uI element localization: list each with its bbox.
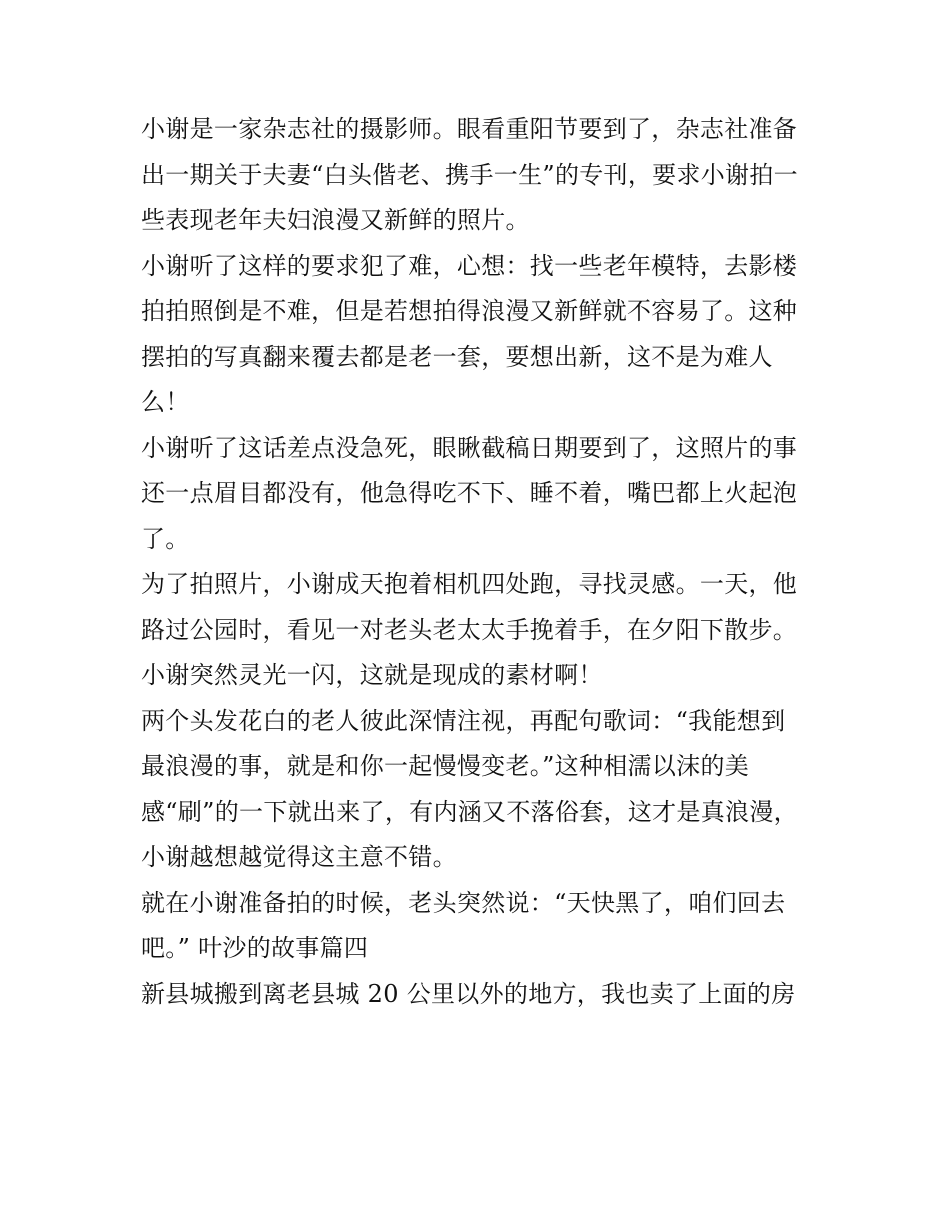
text-line: 小谢越想越觉得这主意不错。: [141, 843, 457, 871]
text-line: 最浪漫的事，就是和你一起慢慢变老。”这种相濡以沫的美: [141, 752, 750, 780]
text-line: 小谢突然灵光一闪，这就是现成的素材啊！: [141, 661, 603, 689]
text-line: 拍拍照倒是不难，但是若想拍得浪漫又新鲜就不容易了。这种: [141, 297, 798, 325]
text-line: 小谢是一家杂志社的摄影师。眼看重阳节要到了，杂志社准备: [141, 115, 798, 143]
text-line: 摆拍的写真翻来覆去都是老一套，要想出新，这不是为难人: [141, 342, 773, 371]
text-line: 就在小谢准备拍的时候，老头突然说：“天快黑了，咱们回去: [141, 888, 786, 917]
text-line: 感“刷”的一下就出来了，有内涵又不落俗套，这才是真浪漫，: [141, 797, 798, 826]
text-line: 新县城搬到离老县城 20 公里以外的地方，我也卖了上面的房: [141, 979, 796, 1008]
text-line: 了。: [141, 524, 190, 553]
text-line: 路过公园时，看见一对老头老太太手挽着手，在夕阳下散步。: [141, 615, 798, 644]
text-line: 小谢听了这样的要求犯了难，心想：找一些老年模特，去影楼: [141, 251, 798, 280]
text-line: 为了拍照片，小谢成天抱着相机四处跑，寻找灵感。一天，他: [141, 570, 798, 598]
text-line: 些表现老年夫妇浪漫又新鲜的照片。: [141, 206, 530, 234]
text-line: 还一点眉目都没有，他急得吃不下、睡不着，嘴巴都上火起泡: [141, 479, 798, 507]
document-text: [141, 107, 821, 1017]
text-line: 两个头发花白的老人彼此深情注视，再配句歌词：“我能想到: [141, 706, 786, 735]
text-line: 小谢听了这话差点没急死，眼瞅截稿日期要到了，这照片的事: [141, 433, 798, 462]
text-line: 出一期关于夫妻“白头偕老、携手一生”的专刊，要求小谢拍一: [141, 160, 798, 189]
text-line: 吧。” 叶沙的故事篇四: [141, 934, 369, 962]
text-line: 么！: [141, 388, 190, 416]
